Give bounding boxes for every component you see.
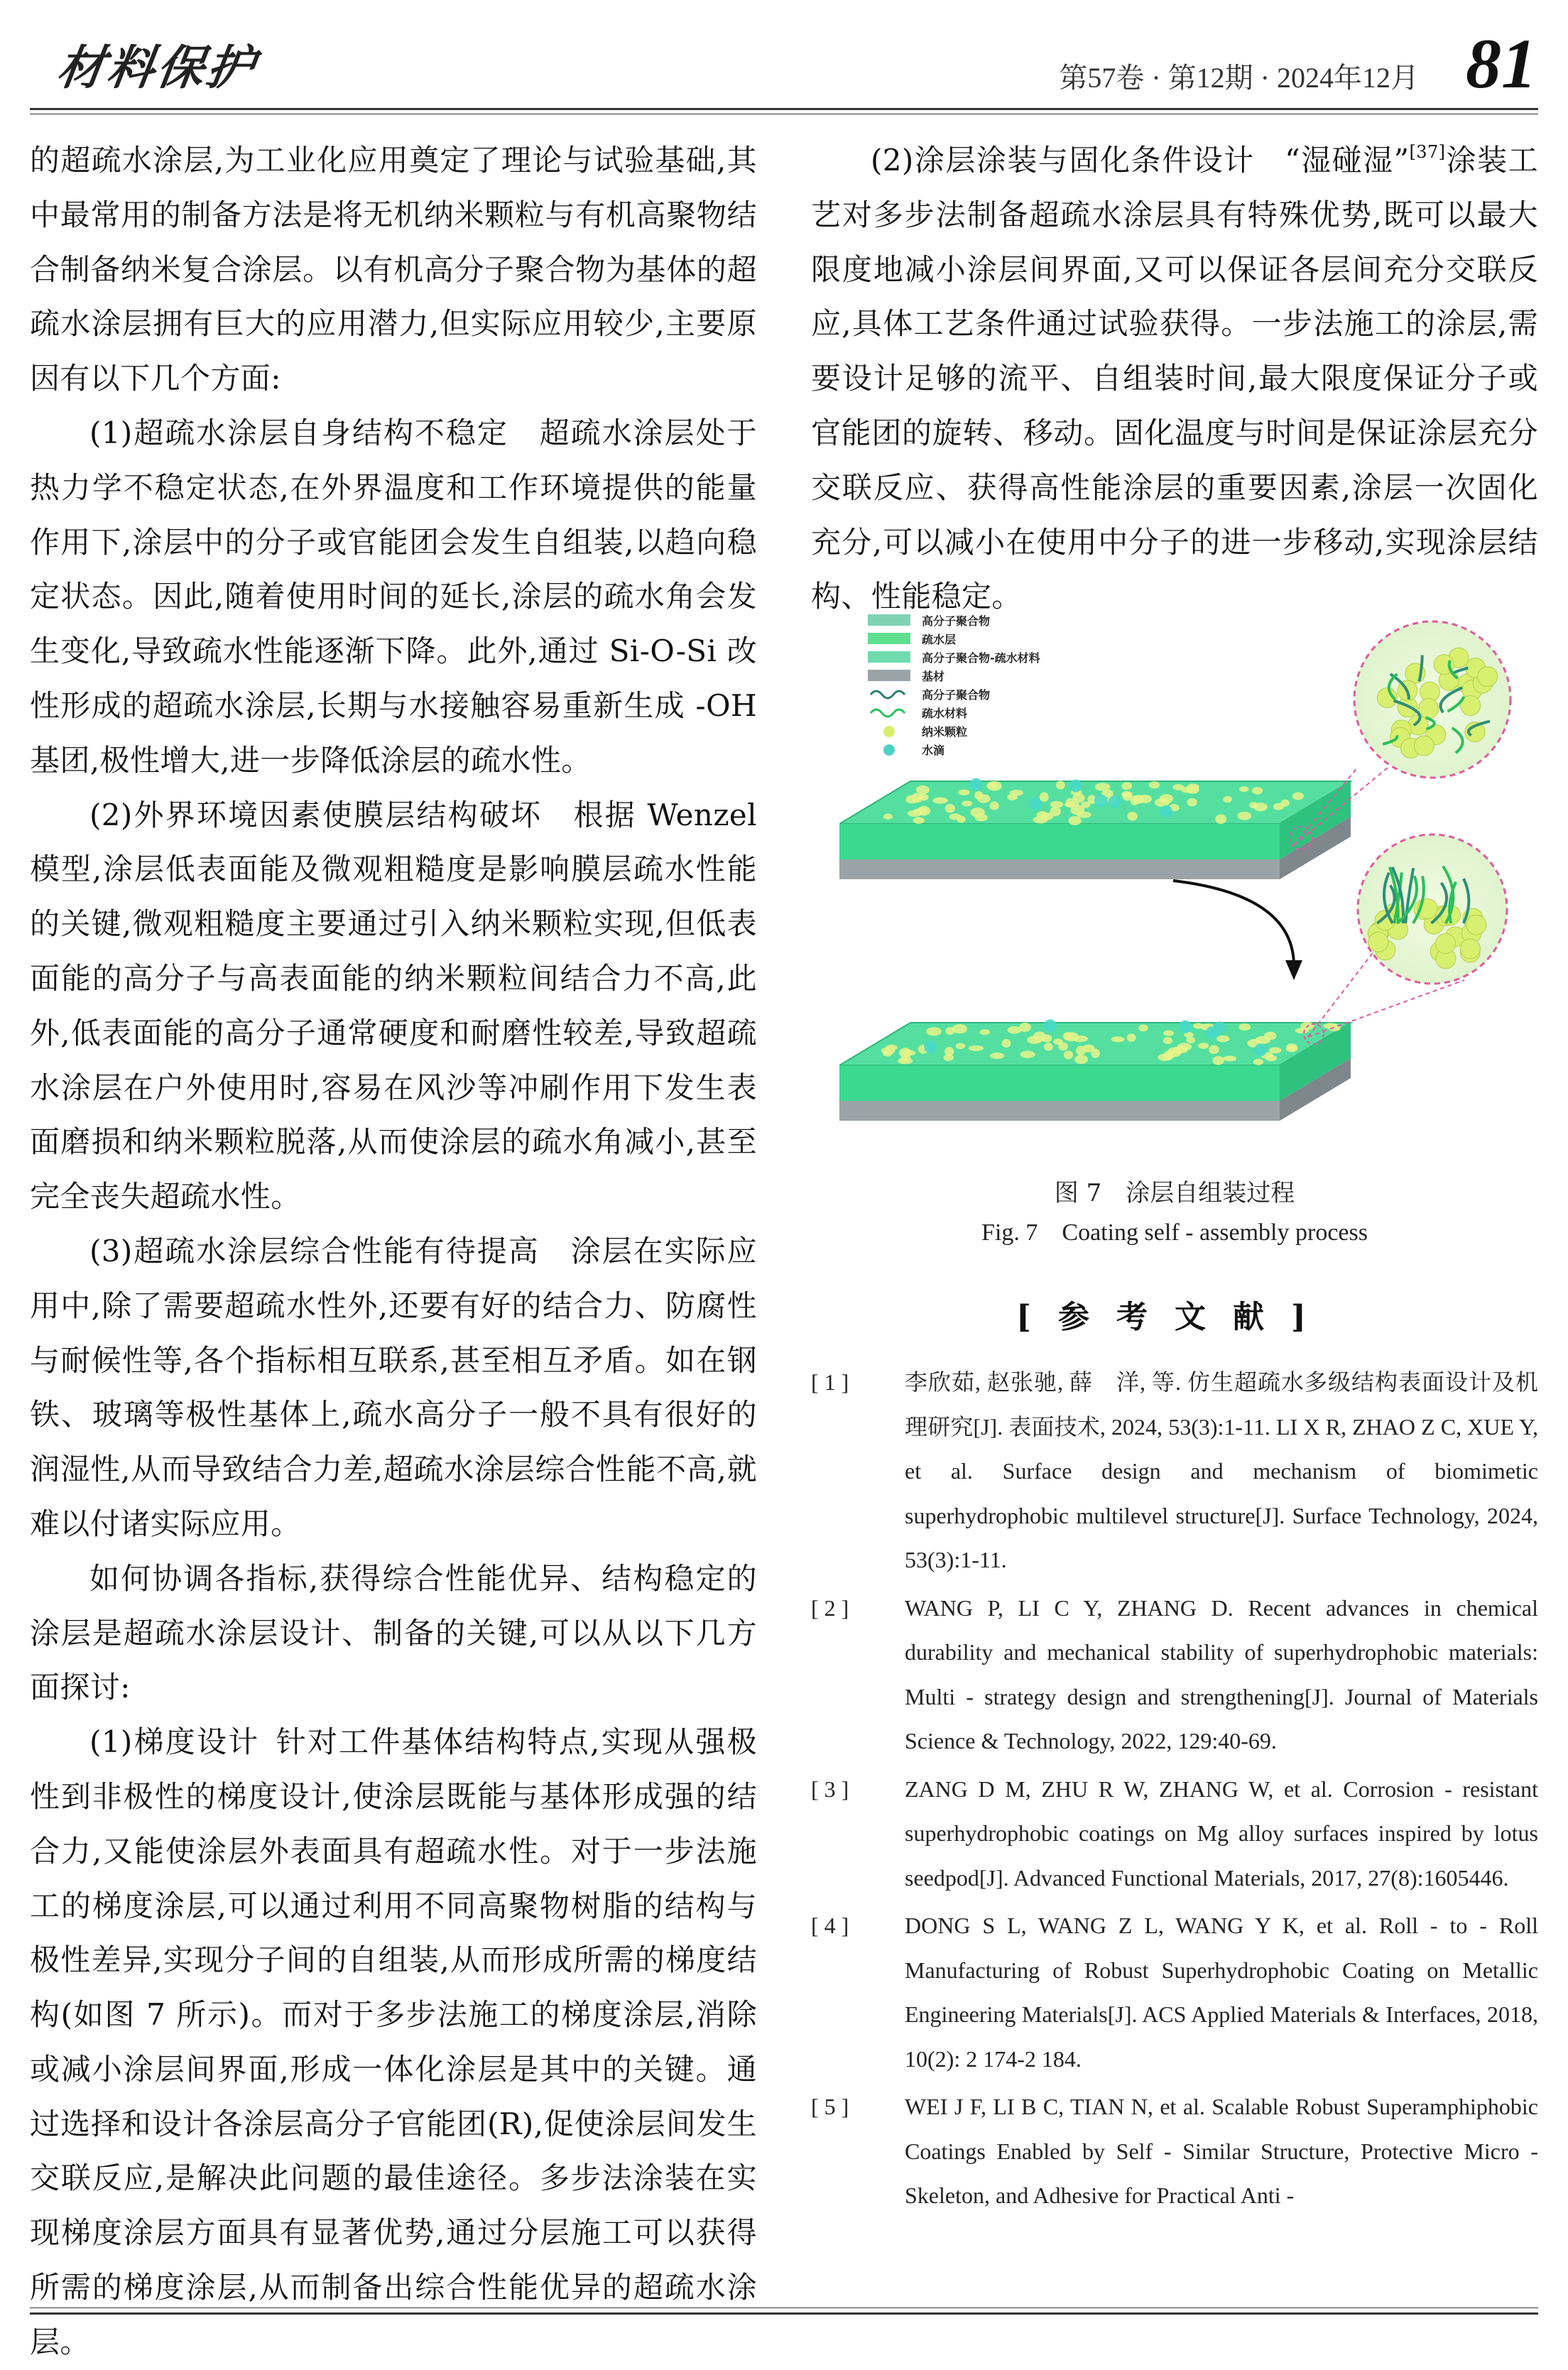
figure-legend [868, 614, 1040, 757]
subheading: (1)超疏水涂层自身结构不稳定 [89, 415, 508, 450]
subheading: (2)外界环境因素使膜层结构破坏 [89, 797, 543, 832]
nanoparticle [1414, 736, 1434, 756]
nanoparticle [979, 1029, 990, 1035]
nanoparticle [918, 806, 930, 816]
nanoparticle [1186, 1037, 1195, 1043]
water-droplet [1109, 795, 1121, 808]
nanoparticle [1252, 787, 1263, 795]
paragraph-text: 涂装工艺对多步法制备超疏水涂层具有特殊优势,既可以最大限度地减小涂层间界面,又可以保证各层间充分交联反应,具体工艺条件通过试验获得。一步法施工的涂层,需要设计足够的流平、自组装时间,最大限度保证分子或官能团的旋转、移动。固化温度与时间是保证涂层充分交联反应、获得高性能涂层的重要因素,涂层一次固化充分,可以减小在使用中分子的进一步移动,实现涂层结构、性能稳定。 [811, 143, 1538, 614]
water-droplet [1160, 805, 1172, 818]
page-header [30, 24, 1538, 105]
legend-label: 基材 [922, 670, 945, 683]
nanoparticle [1253, 803, 1268, 811]
nanoparticle [988, 783, 997, 788]
nanoparticle [911, 793, 923, 803]
legend-marker [871, 710, 905, 717]
nanoparticle [1163, 1037, 1172, 1044]
water-droplet [1254, 1043, 1267, 1056]
nanoparticle [886, 1045, 898, 1050]
reference-item [811, 1586, 1538, 1763]
reference-number: [ 3 ] [811, 1776, 849, 1802]
nanoparticle [1040, 792, 1049, 802]
legend-marker [868, 651, 910, 663]
page-number: 81 [1466, 24, 1537, 103]
paragraph [30, 406, 757, 788]
nanoparticle [1160, 794, 1174, 803]
nanoparticle [1121, 782, 1132, 790]
legend-marker [868, 614, 910, 626]
nanoparticle [944, 1054, 954, 1061]
nanoparticle [1138, 1024, 1148, 1031]
nanoparticle [913, 817, 925, 824]
nanoparticle [1127, 1033, 1136, 1042]
nanoparticle [1292, 792, 1304, 800]
legend-marker [868, 670, 910, 681]
nanoparticle [1478, 667, 1498, 687]
nanoparticle [1074, 1055, 1088, 1064]
nanoparticle [1027, 1035, 1042, 1044]
nanoparticle [1223, 1055, 1236, 1061]
legend-marker [871, 691, 905, 698]
legend-label: 疏水材料 [922, 707, 968, 720]
water-droplet [1206, 1026, 1219, 1039]
legend-marker [883, 726, 895, 737]
nanoparticle [1268, 1047, 1281, 1053]
nanoparticle [1001, 1039, 1011, 1048]
nanoparticle [1050, 807, 1060, 817]
nanoparticle [1053, 1038, 1063, 1045]
paragraph-text: 涂层在实际应用中,除了需要超疏水性外,还要有好的结合力、防腐性与耐候性等,各个指标相互联系,甚至相互矛盾。如在钢铁、玻璃等极性基体上,疏水高分子一般不具有很好的润湿性,从而导致结合力差,超疏水涂层综合性能不高,就难以付诸实际应用。 [30, 1233, 757, 1541]
nanoparticle [1065, 801, 1079, 808]
reference-text: 李欣茹, 赵张驰, 薛 洋, 等. 仿生超疏水多级结构表面设计及机理研究[J]. 表面技术, 2024, 53(3):1-11. LI X R, ZHAO Z C, XUE Y, et al. Surface design and mechanism of biomimetic superhydrophobic multilevel structure[J]. Surface Technology, 2024, 53(3):1-11. [905, 1369, 1538, 1572]
nanoparticle [1044, 1043, 1053, 1050]
header-rule [30, 108, 1538, 110]
reference-item [811, 1903, 1538, 2081]
figure-illustration [839, 611, 1521, 1179]
water-droplet [969, 778, 982, 791]
paragraph-text: 根据 Wenzel 模型,涂层低表面能及微观粗糙度是影响膜层疏水性能的关键,微观粗糙度主要通过引入纳米颗粒实现,但低表面能的高分子与高表面能的纳米颗粒间结合力不高,此外,低表面能的高分子通常硬度和耐磨性较差,导致超疏水涂层在户外使用时,容易在风沙等冲刷作用下发生表面磨损和纳米颗粒脱落,从而使涂层的疏水角减小,甚至完全丧失超疏水性。 [30, 797, 757, 1214]
figure-caption-cn: 图 7 涂层自组装过程 [1054, 1179, 1295, 1207]
nanoparticle [1209, 1045, 1219, 1054]
right-column-text [811, 134, 1538, 624]
nanoparticle [1163, 1031, 1174, 1036]
reference-item [811, 2084, 1538, 2218]
water-droplet [1069, 779, 1082, 792]
references-list [811, 1360, 1538, 2222]
paragraph-text: 超疏水涂层处于热力学不稳定状态,在外界温度和工作环境提供的能量作用下,涂层中的分子或官能团会发生自组装,以趋向稳定状态。因此,随着使用时间的延长,涂层的疏水角会发生变化,导致疏水性能逐渐下降。此外,通过 Si-O-Si 改性形成的超疏水涂层,长期与水接触容易重新生成 -OH 基团,极性增大,进一步降低涂层的疏水性。 [30, 415, 757, 778]
legend-label: 纳米颗粒 [922, 725, 968, 739]
reference-number: [ 2 ] [811, 1594, 849, 1621]
nanoparticle [956, 1043, 966, 1049]
nanoparticle [1149, 781, 1160, 788]
water-droplet [1179, 1021, 1192, 1033]
nanoparticle [1007, 794, 1018, 800]
figure-coating-self-assembly [839, 611, 1521, 1179]
nanoparticle [962, 800, 972, 806]
subheading: (2)涂层涂装与固化条件设计 [871, 143, 1255, 178]
nanoparticle [1091, 1049, 1100, 1058]
reference-text: WANG P, LI C Y, ZHANG D. Recent advances in chemical durability and mechanical stability of superhydrophobic materials: Multi - strategy design and strengthening[J]. Journal of Materials Science & Technology, 2022, 129:40-69. [905, 1594, 1538, 1754]
nanoparticle [1063, 1032, 1073, 1040]
nanoparticle [1130, 795, 1139, 805]
nanoparticle [932, 798, 948, 804]
nanoparticle [1166, 1050, 1175, 1058]
paragraph [30, 788, 757, 1224]
legend-label: 水滴 [922, 744, 945, 757]
reference-text: DONG S L, WANG Z L, WANG Y K, et al. Roll - to - Roll Manufacturing of Robust Superhydrophobic Coating on Metallic Engineering Materials[J]. ACS Applied Materials & Interfaces, 2018, 10(2): 2 174-2 184. [905, 1913, 1538, 2072]
nanoparticle [1064, 1050, 1073, 1059]
nanoparticle [1127, 812, 1137, 821]
coating-slab-after [839, 1019, 1351, 1121]
nanoparticle [1056, 781, 1065, 789]
paragraph: 的超疏水涂层,为工业化应用奠定了理论与试验基础,其中最常用的制备方法是将无机纳米颗粒与有机高聚物结合制备纳米复合涂层。以有机高分子聚合物为基体的超疏水涂层拥有巨大的应用潜力,但实际应用较少,主要原因有以下几个方面: [30, 143, 757, 396]
legend-label: 疏水层 [922, 633, 957, 646]
paragraph [811, 134, 1538, 624]
nanoparticle [1223, 796, 1232, 803]
water-droplet [1029, 798, 1042, 810]
nanoparticle [1019, 1023, 1031, 1032]
nanoparticle [1138, 795, 1153, 803]
citation: [37] [1409, 142, 1446, 162]
references-heading: [参考文献] [1016, 1299, 1333, 1335]
nanoparticle [957, 816, 966, 823]
nanoparticle [990, 1053, 1005, 1059]
nanoparticle [1111, 1036, 1125, 1042]
nanoparticle [1466, 915, 1486, 935]
nanoparticle [1460, 939, 1480, 959]
reference-text: ZANG D M, ZHU R W, ZHANG W, et al. Corrosion - resistant superhydrophobic coatings on Mg alloy surfaces inspired by lotus seedpod[J]. Advanced Functional Materials, 2017, 27(8):1605446. [905, 1776, 1538, 1891]
nanoparticle [1181, 787, 1194, 793]
nanoparticle [1033, 816, 1048, 823]
nanoparticle [1273, 803, 1284, 810]
nanoparticle [1187, 798, 1197, 807]
nanoparticle [1212, 1056, 1224, 1065]
legend-marker [868, 633, 910, 644]
paragraph [30, 1715, 757, 2370]
figure-caption-en: Fig. 7 Coating self - assembly process [981, 1219, 1368, 1246]
reference-number: [ 4 ] [811, 1913, 849, 1938]
nanoparticle [1068, 816, 1081, 825]
issue-info: 第57卷 · 第12期 · 2024年12月 [1059, 62, 1419, 94]
footer-rule [30, 2312, 1538, 2315]
nanoparticle [899, 1048, 911, 1058]
nanoparticle [926, 1027, 942, 1035]
legend-label: 高分子聚合物 [922, 688, 991, 702]
left-column [30, 134, 757, 2359]
journal-logo: 材料保护 [53, 40, 261, 95]
reference-number: [ 1 ] [811, 1369, 849, 1395]
nanoparticle [1286, 1045, 1298, 1053]
reference-item [811, 1767, 1538, 1901]
nanoparticle [1020, 1050, 1035, 1058]
reference-text: WEI J F, LI B C, TIAN N, et al. Scalable Robust Superamphiphobic Coatings Enabled by Self - Similar Structure, Protective Micro - Skeleton, and Adhesive for Practical Anti - [905, 2094, 1538, 2208]
nanoparticle [969, 1045, 984, 1051]
nanoparticle [1368, 932, 1388, 952]
legend-marker [883, 744, 895, 756]
nanoparticle [1215, 814, 1226, 824]
nanoparticle [1198, 1043, 1209, 1049]
nanoparticle [958, 789, 970, 795]
quoted-term: “湿碰湿” [1285, 143, 1410, 178]
reference-item [811, 1360, 1538, 1582]
nanoparticle [1264, 1032, 1276, 1040]
nanoparticle [1216, 1035, 1229, 1043]
nanoparticle [975, 814, 988, 821]
paragraph [30, 1224, 757, 1552]
nanoparticle [974, 791, 983, 800]
nanoparticle [989, 801, 998, 810]
nanoparticle [1238, 1023, 1251, 1031]
paragraph: 如何协调各指标,获得综合性能优异、结构稳定的涂层是超疏水涂层设计、制备的关键,可以从以下几方面探讨: [30, 1560, 757, 1705]
nanoparticle [1121, 791, 1132, 798]
paragraph-text: 针对工件基体结构特点,实现从强极性到非极性的梯度设计,使涂层既能与基体形成强的结合力,又能使涂层外表面具有超疏水性。对于一步法施工的梯度涂层,可以通过利用不同高聚物树脂的结构与极性差异,实现分子间的自组装,从而形成所需的梯度结构(如图 7 所示)。而对于多步法施工的梯度涂层,消除或减小涂层间界面,形成一体化涂层是其中的关键。通过选择和设计各涂层高分子官能团(R),促使涂层间发生交联反应,是解决此问题的最佳途径。多步法涂装在实现梯度涂层方面具有显著优势,通过分层施工可以获得所需的梯度涂层,从而制备出综合性能优异的超疏水涂层。 [30, 1724, 757, 2359]
nanoparticle [945, 804, 955, 812]
water-droplet [1044, 1019, 1057, 1032]
nanoparticle [1076, 1046, 1086, 1056]
subheading: (3)超疏水涂层综合性能有待提高 [89, 1233, 540, 1268]
nanoparticle [1239, 786, 1249, 792]
nanoparticle [1435, 934, 1455, 954]
nanoparticle [1253, 1059, 1263, 1065]
nanoparticle [1073, 1035, 1088, 1042]
process-arrow [1173, 881, 1302, 980]
legend-label: 高分子聚合物-疏水材料 [922, 651, 1040, 665]
subheading: (1)梯度设计 [89, 1724, 260, 1760]
nanoparticle [898, 1058, 913, 1064]
water-droplet [1094, 794, 1107, 807]
nanoparticle [1041, 1035, 1052, 1043]
nanoparticle [952, 1024, 967, 1033]
water-droplet [924, 1040, 937, 1053]
reference-number: [ 5 ] [811, 2094, 849, 2119]
nanoparticle [1419, 699, 1439, 719]
coating-slab-before [839, 778, 1351, 879]
nanoparticle [1238, 812, 1251, 820]
legend-label: 高分子聚合物 [922, 614, 991, 628]
nanoparticle [883, 814, 893, 820]
magnified-view-after [1304, 835, 1507, 1044]
